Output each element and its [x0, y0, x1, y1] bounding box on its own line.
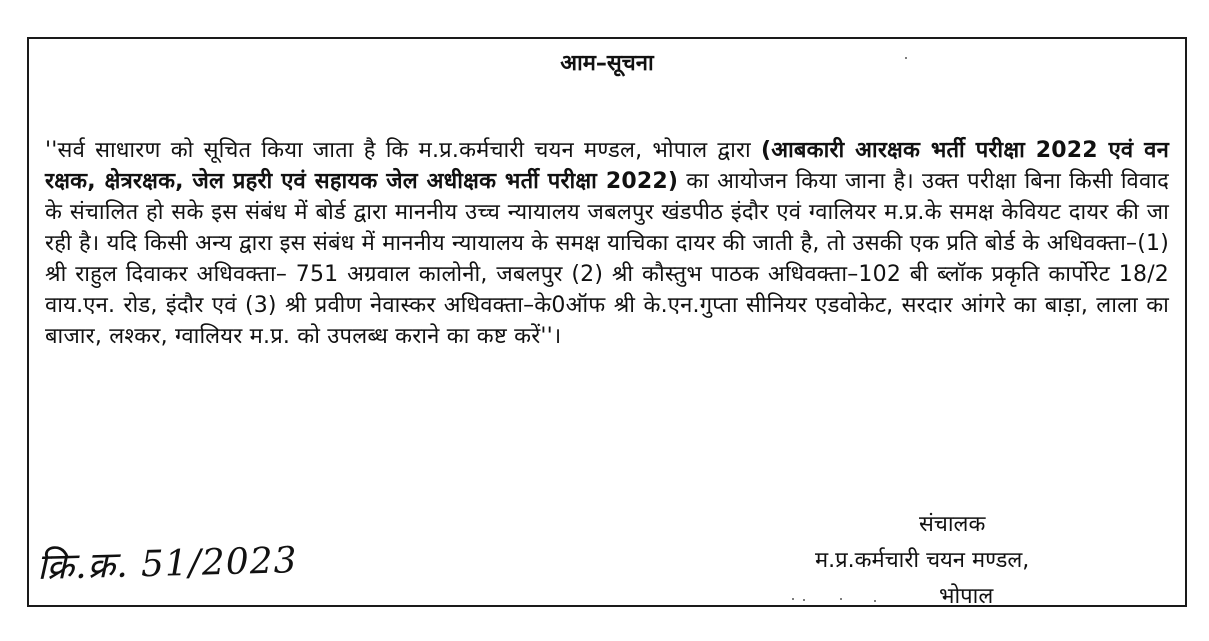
scan-speck [874, 600, 876, 602]
notice-body [45, 135, 1169, 352]
notice-body-exam-names: (आबकारी आरक्षक भर्ती परीक्षा 2022 एवं वन रक्षक, क्षेत्ररक्षक, जेल प्रहरी एवं सहायक जेल अधीक्षक भर्ती परीक्षा 2022) [45, 138, 1169, 194]
scan-speck [905, 57, 907, 59]
scan-speck [803, 599, 805, 601]
signatory-title: संचालक [919, 512, 986, 537]
signatory-board: म.प्र.कर्मचारी चयन मण्डल, [815, 548, 1030, 573]
scan-speck [840, 598, 842, 600]
signatory-block [799, 507, 1159, 615]
signatory-city: भोपाल [939, 584, 994, 609]
notice-frame [27, 37, 1187, 607]
notice-title: आम–सूचना [560, 51, 654, 76]
handwritten-reference-number: क्रि.क्र. 51/2023 [36, 540, 299, 588]
scan-speck [792, 598, 794, 600]
notice-body-intro: ''सर्व साधारण को सूचित किया जाता है कि म.प्र.कर्मचारी चयन मण्डल, भोपाल द्वारा [45, 138, 761, 163]
notice-body-details: का आयोजन किया जाना है। उक्त परीक्षा बिना किसी विवाद के संचालित हो सके इस संबंध में बोर्ड द्वारा माननीय उच्च न्यायालय जबलपुर खंडपीठ इंदौर एवं ग्वालियर म.प्र.के समक्ष केवियट दायर की जा रही है। यदि किसी अन्य द्वारा इस संबंध में माननीय न्यायालय के समक्ष याचिका दायर की जाती है, तो उसकी एक प्रति बोर्ड के अधिवक्ता–(1) श्री राहुल दिवाकर अधिवक्ता– 751 अग्रवाल कालोनी, जबलपुर (2) श्री कौस्तुभ पाठक अधिवक्ता–102 बी ब्लॉक प्रकृति कार्पोरेट 18/2 वाय.एन. रोड, इंदौर एवं (3) श्री प्रवीण नेवास्कर अधिवक्ता–के0ऑफ श्री के.एन.गुप्ता सीनियर एडवोकेट, सरदार आंगरे का बाड़ा, लाला का बाजार, लश्कर, ग्वालियर म.प्र. को उपलब्ध कराने का कष्ट करें''। [45, 169, 1169, 349]
